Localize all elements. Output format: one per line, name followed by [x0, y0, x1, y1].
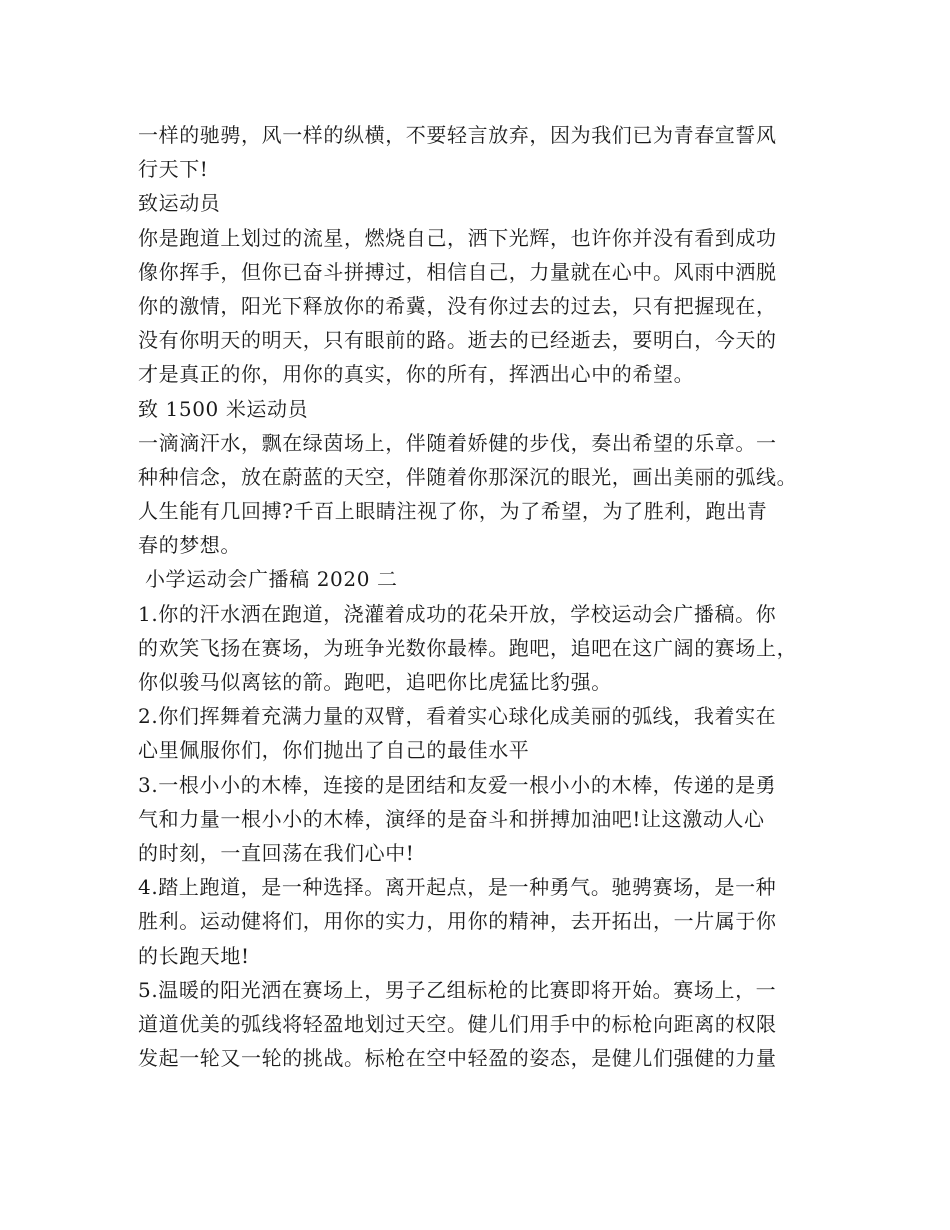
text-line: 人生能有几回搏?千百上眼睛注视了你，为了希望，为了胜利，跑出青	[138, 499, 768, 524]
text-line: 种种信念，放在蔚蓝的天空，伴随着你那深沉的眼光，画出美丽的弧线。	[138, 464, 798, 489]
text-line: 3.一根小小的木棒，连接的是团结和友爱一根小小的木棒，传递的是勇	[138, 772, 777, 797]
text-line: 4.踏上跑道，是一种选择。离开起点，是一种勇气。驰骋赛场，是一种	[138, 875, 777, 900]
text-line: 2.你们挥舞着充满力量的双臂，看着实心球化成美丽的弧线，我着实在	[138, 704, 777, 729]
text-line: 你似骏马似离铉的箭。跑吧，追吧你比虎猛比豹强。	[138, 670, 612, 694]
text-line: 5.温暖的阳光洒在赛场上，男子乙组标枪的比赛即将开始。赛场上，一	[138, 977, 777, 1002]
text-line: 没有你明天的明天，只有眼前的路。逝去的已经逝去，要明白，今天的	[138, 328, 777, 353]
text-line: 心里佩服你们，你们抛出了自己的最佳水平	[138, 738, 530, 763]
text-line: 发起一轮又一轮的挑战。标枪在空中轻盈的姿态，是健儿们强健的力量	[138, 1046, 777, 1071]
section-heading: 小学运动会广播稿 2020 二	[138, 567, 398, 592]
text-line: 胜利。运动健将们，用你的实力，用你的精神，去开拓出，一片属于你	[138, 909, 777, 934]
text-line: 的欢笑飞扬在赛场，为班争光数你最棒。跑吧，追吧在这广阔的赛场上，	[138, 635, 798, 660]
text-line: 像你挥手，但你已奋斗拼搏过，相信自己，力量就在心中。风雨中洒脱	[138, 259, 777, 284]
text-line: 的时刻，一直回荡在我们心中!	[138, 840, 415, 865]
section-heading: 致 1500 米运动员	[138, 396, 309, 421]
text-line: 1.你的汗水洒在跑道，浇灌着成功的花朵开放，学校运动会广播稿。你	[138, 601, 777, 626]
text-line: 的长跑天地!	[138, 943, 250, 968]
document-body	[138, 118, 838, 1075]
text-line: 你的激情，阳光下释放你的希冀，没有你过去的过去，只有把握现在，	[138, 293, 777, 318]
text-line: 行天下!	[138, 157, 209, 182]
text-line: 道道优美的弧线将轻盈地划过天空。健儿们用手中的标枪向距离的权限	[138, 1011, 777, 1036]
text-line: 一滴滴汗水，飘在绿茵场上，伴随着娇健的步伐，奏出希望的乐章。一	[138, 430, 777, 455]
text-line: 一样的驰骋，风一样的纵横，不要轻言放弃，因为我们已为青春宣誓风	[138, 123, 777, 147]
text-line: 春的梦想。	[138, 533, 241, 558]
text-line: 才是真正的你，用你的真实，你的所有，挥洒出心中的希望。	[138, 362, 695, 387]
text-line: 气和力量一根小小的木棒，演绎的是奋斗和拼搏加油吧!让这激动人心	[138, 806, 765, 831]
section-heading: 致运动员	[138, 191, 221, 216]
text-line: 你是跑道上划过的流星，燃烧自己，洒下光辉，也许你并没有看到成功	[138, 225, 777, 250]
